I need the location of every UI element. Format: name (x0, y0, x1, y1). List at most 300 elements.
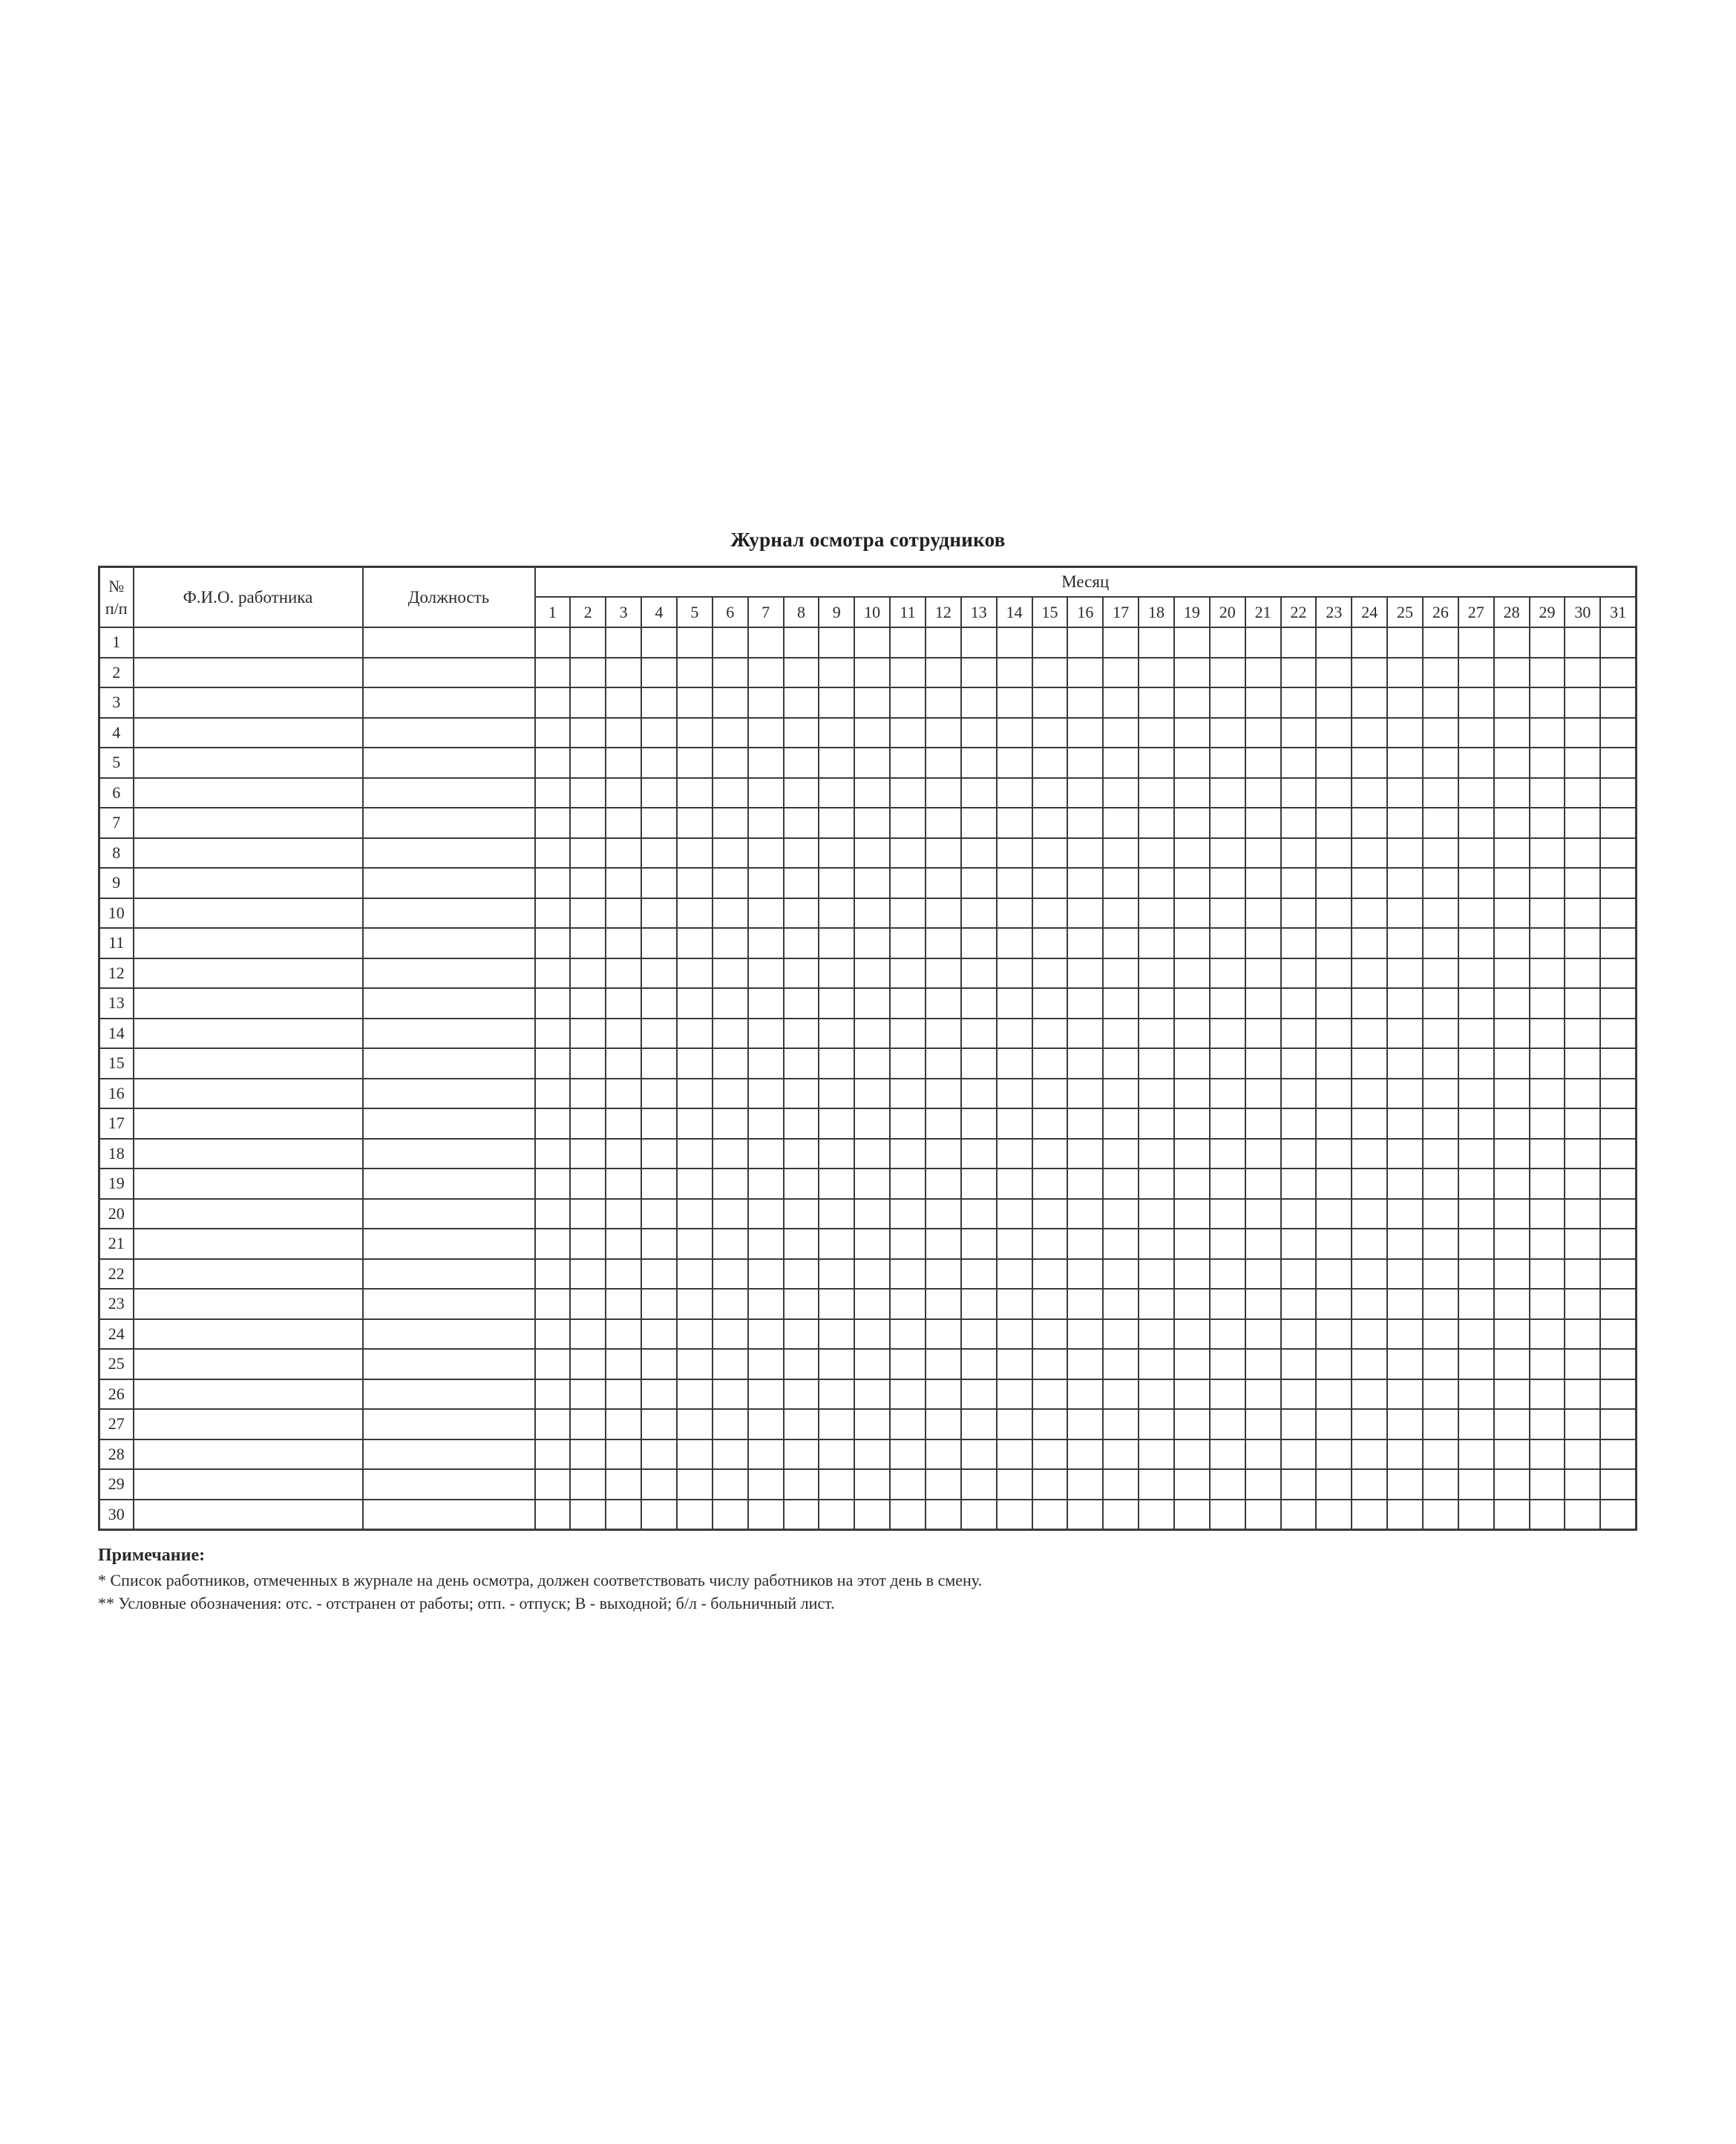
day-mark-cell[interactable] (1530, 898, 1565, 929)
day-mark-cell[interactable] (784, 1139, 819, 1169)
day-mark-cell[interactable] (570, 1349, 606, 1379)
day-mark-cell[interactable] (606, 658, 641, 688)
position-cell[interactable] (363, 718, 535, 748)
day-mark-cell[interactable] (606, 898, 641, 929)
day-mark-cell[interactable] (1423, 838, 1458, 869)
day-mark-cell[interactable] (1530, 748, 1565, 778)
day-mark-cell[interactable] (1458, 1079, 1494, 1109)
day-mark-cell[interactable] (784, 718, 819, 748)
day-mark-cell[interactable] (748, 748, 784, 778)
day-mark-cell[interactable] (1103, 808, 1139, 838)
day-mark-cell[interactable] (854, 627, 890, 658)
day-mark-cell[interactable] (1530, 1289, 1565, 1319)
day-mark-cell[interactable] (1565, 658, 1600, 688)
day-mark-cell[interactable] (819, 748, 854, 778)
day-mark-cell[interactable] (606, 1048, 641, 1079)
day-mark-cell[interactable] (1067, 1079, 1103, 1109)
day-mark-cell[interactable] (748, 658, 784, 688)
day-mark-cell[interactable] (1281, 778, 1317, 808)
day-mark-cell[interactable] (713, 1349, 748, 1379)
day-mark-cell[interactable] (819, 1139, 854, 1169)
employee-name-cell[interactable] (134, 1439, 363, 1470)
day-mark-cell[interactable] (1600, 958, 1636, 989)
day-mark-cell[interactable] (854, 1169, 890, 1199)
day-mark-cell[interactable] (1245, 748, 1281, 778)
position-cell[interactable] (363, 658, 535, 688)
day-mark-cell[interactable] (1210, 1199, 1245, 1229)
day-mark-cell[interactable] (570, 748, 606, 778)
day-mark-cell[interactable] (1423, 1439, 1458, 1470)
day-mark-cell[interactable] (1530, 1139, 1565, 1169)
day-mark-cell[interactable] (784, 868, 819, 898)
day-mark-cell[interactable] (1494, 958, 1530, 989)
day-mark-cell[interactable] (713, 1169, 748, 1199)
day-mark-cell[interactable] (713, 778, 748, 808)
employee-name-cell[interactable] (134, 687, 363, 718)
day-mark-cell[interactable] (890, 627, 926, 658)
day-mark-cell[interactable] (1600, 838, 1636, 869)
day-mark-cell[interactable] (1245, 1048, 1281, 1079)
day-mark-cell[interactable] (1103, 778, 1139, 808)
day-mark-cell[interactable] (1103, 1469, 1139, 1500)
day-mark-cell[interactable] (1103, 748, 1139, 778)
day-mark-cell[interactable] (1316, 1169, 1352, 1199)
day-mark-cell[interactable] (1458, 1500, 1494, 1530)
day-mark-cell[interactable] (641, 627, 677, 658)
day-mark-cell[interactable] (1565, 1379, 1600, 1410)
day-mark-cell[interactable] (854, 718, 890, 748)
day-mark-cell[interactable] (677, 1469, 713, 1500)
day-mark-cell[interactable] (1281, 1079, 1317, 1109)
day-mark-cell[interactable] (1210, 748, 1245, 778)
day-mark-cell[interactable] (1600, 988, 1636, 1019)
day-mark-cell[interactable] (1103, 658, 1139, 688)
day-mark-cell[interactable] (1067, 687, 1103, 718)
day-mark-cell[interactable] (784, 1349, 819, 1379)
day-mark-cell[interactable] (890, 658, 926, 688)
day-mark-cell[interactable] (1423, 958, 1458, 989)
day-mark-cell[interactable] (1103, 1409, 1139, 1439)
day-mark-cell[interactable] (1352, 627, 1387, 658)
day-mark-cell[interactable] (1565, 1259, 1600, 1290)
day-mark-cell[interactable] (784, 1439, 819, 1470)
day-mark-cell[interactable] (570, 718, 606, 748)
day-mark-cell[interactable] (535, 1079, 571, 1109)
day-mark-cell[interactable] (713, 687, 748, 718)
day-mark-cell[interactable] (1174, 1500, 1210, 1530)
day-mark-cell[interactable] (890, 1048, 926, 1079)
employee-name-cell[interactable] (134, 958, 363, 989)
day-mark-cell[interactable] (1174, 1169, 1210, 1199)
day-mark-cell[interactable] (641, 1259, 677, 1290)
day-mark-cell[interactable] (1494, 1500, 1530, 1530)
day-mark-cell[interactable] (784, 898, 819, 929)
day-mark-cell[interactable] (854, 1349, 890, 1379)
day-mark-cell[interactable] (1530, 1048, 1565, 1079)
day-mark-cell[interactable] (1174, 1319, 1210, 1350)
day-mark-cell[interactable] (641, 1439, 677, 1470)
day-mark-cell[interactable] (961, 1500, 997, 1530)
day-mark-cell[interactable] (1565, 687, 1600, 718)
day-mark-cell[interactable] (1245, 627, 1281, 658)
day-mark-cell[interactable] (1139, 627, 1174, 658)
day-mark-cell[interactable] (606, 928, 641, 958)
employee-name-cell[interactable] (134, 1019, 363, 1049)
day-mark-cell[interactable] (713, 1469, 748, 1500)
day-mark-cell[interactable] (1281, 1289, 1317, 1319)
day-mark-cell[interactable] (1032, 1259, 1068, 1290)
day-mark-cell[interactable] (641, 1079, 677, 1109)
day-mark-cell[interactable] (1565, 1289, 1600, 1319)
day-mark-cell[interactable] (1032, 1048, 1068, 1079)
day-mark-cell[interactable] (535, 1169, 571, 1199)
day-mark-cell[interactable] (1067, 1500, 1103, 1530)
day-mark-cell[interactable] (1174, 1139, 1210, 1169)
day-mark-cell[interactable] (677, 658, 713, 688)
day-mark-cell[interactable] (784, 1048, 819, 1079)
day-mark-cell[interactable] (1352, 1108, 1387, 1139)
day-mark-cell[interactable] (1494, 838, 1530, 869)
day-mark-cell[interactable] (1174, 808, 1210, 838)
day-mark-cell[interactable] (677, 1289, 713, 1319)
day-mark-cell[interactable] (1352, 1259, 1387, 1290)
day-mark-cell[interactable] (1174, 1349, 1210, 1379)
day-mark-cell[interactable] (1352, 1229, 1387, 1259)
day-mark-cell[interactable] (1352, 1169, 1387, 1199)
employee-name-cell[interactable] (134, 928, 363, 958)
day-mark-cell[interactable] (961, 1289, 997, 1319)
day-mark-cell[interactable] (1423, 898, 1458, 929)
day-mark-cell[interactable] (713, 1139, 748, 1169)
day-mark-cell[interactable] (997, 958, 1032, 989)
day-mark-cell[interactable] (641, 1319, 677, 1350)
day-mark-cell[interactable] (1281, 958, 1317, 989)
day-mark-cell[interactable] (1600, 1048, 1636, 1079)
day-mark-cell[interactable] (1210, 1319, 1245, 1350)
day-mark-cell[interactable] (1103, 1319, 1139, 1350)
day-mark-cell[interactable] (890, 988, 926, 1019)
day-mark-cell[interactable] (748, 1349, 784, 1379)
day-mark-cell[interactable] (1494, 778, 1530, 808)
day-mark-cell[interactable] (1067, 898, 1103, 929)
day-mark-cell[interactable] (677, 718, 713, 748)
day-mark-cell[interactable] (1174, 1289, 1210, 1319)
day-mark-cell[interactable] (1281, 627, 1317, 658)
day-mark-cell[interactable] (1103, 1439, 1139, 1470)
day-mark-cell[interactable] (1565, 1169, 1600, 1199)
employee-name-cell[interactable] (134, 748, 363, 778)
day-mark-cell[interactable] (1494, 898, 1530, 929)
day-mark-cell[interactable] (1352, 898, 1387, 929)
day-mark-cell[interactable] (854, 1108, 890, 1139)
day-mark-cell[interactable] (997, 1439, 1032, 1470)
day-mark-cell[interactable] (961, 1108, 997, 1139)
day-mark-cell[interactable] (606, 1500, 641, 1530)
day-mark-cell[interactable] (1103, 1349, 1139, 1379)
day-mark-cell[interactable] (819, 868, 854, 898)
day-mark-cell[interactable] (606, 1108, 641, 1139)
day-mark-cell[interactable] (641, 1289, 677, 1319)
day-mark-cell[interactable] (819, 658, 854, 688)
day-mark-cell[interactable] (1139, 1379, 1174, 1410)
day-mark-cell[interactable] (1600, 1199, 1636, 1229)
day-mark-cell[interactable] (1210, 627, 1245, 658)
day-mark-cell[interactable] (713, 1319, 748, 1350)
day-mark-cell[interactable] (535, 658, 571, 688)
day-mark-cell[interactable] (1565, 868, 1600, 898)
day-mark-cell[interactable] (1210, 1229, 1245, 1259)
day-mark-cell[interactable] (748, 1048, 784, 1079)
day-mark-cell[interactable] (997, 1019, 1032, 1049)
day-mark-cell[interactable] (854, 658, 890, 688)
day-mark-cell[interactable] (1458, 1048, 1494, 1079)
day-mark-cell[interactable] (748, 1079, 784, 1109)
day-mark-cell[interactable] (1494, 868, 1530, 898)
day-mark-cell[interactable] (606, 1079, 641, 1109)
day-mark-cell[interactable] (1316, 988, 1352, 1019)
day-mark-cell[interactable] (819, 1500, 854, 1530)
day-mark-cell[interactable] (1530, 627, 1565, 658)
day-mark-cell[interactable] (535, 1199, 571, 1229)
day-mark-cell[interactable] (961, 1259, 997, 1290)
day-mark-cell[interactable] (641, 928, 677, 958)
day-mark-cell[interactable] (535, 1289, 571, 1319)
day-mark-cell[interactable] (961, 658, 997, 688)
position-cell[interactable] (363, 627, 535, 658)
day-mark-cell[interactable] (961, 1409, 997, 1439)
day-mark-cell[interactable] (1174, 928, 1210, 958)
day-mark-cell[interactable] (606, 1019, 641, 1049)
day-mark-cell[interactable] (1103, 1229, 1139, 1259)
day-mark-cell[interactable] (1067, 1439, 1103, 1470)
day-mark-cell[interactable] (1103, 718, 1139, 748)
day-mark-cell[interactable] (1423, 868, 1458, 898)
day-mark-cell[interactable] (1032, 868, 1068, 898)
day-mark-cell[interactable] (1103, 868, 1139, 898)
day-mark-cell[interactable] (677, 748, 713, 778)
day-mark-cell[interactable] (1245, 1079, 1281, 1109)
day-mark-cell[interactable] (1139, 958, 1174, 989)
day-mark-cell[interactable] (1387, 1469, 1423, 1500)
day-mark-cell[interactable] (570, 627, 606, 658)
day-mark-cell[interactable] (677, 1139, 713, 1169)
day-mark-cell[interactable] (1600, 1019, 1636, 1049)
day-mark-cell[interactable] (1530, 1169, 1565, 1199)
day-mark-cell[interactable] (1530, 1259, 1565, 1290)
day-mark-cell[interactable] (784, 778, 819, 808)
day-mark-cell[interactable] (1565, 627, 1600, 658)
day-mark-cell[interactable] (1387, 988, 1423, 1019)
day-mark-cell[interactable] (1494, 1379, 1530, 1410)
day-mark-cell[interactable] (1387, 1079, 1423, 1109)
day-mark-cell[interactable] (819, 988, 854, 1019)
day-mark-cell[interactable] (1565, 1079, 1600, 1109)
day-mark-cell[interactable] (748, 1199, 784, 1229)
day-mark-cell[interactable] (784, 1379, 819, 1410)
day-mark-cell[interactable] (926, 778, 961, 808)
day-mark-cell[interactable] (1139, 928, 1174, 958)
day-mark-cell[interactable] (641, 1500, 677, 1530)
day-mark-cell[interactable] (784, 1500, 819, 1530)
day-mark-cell[interactable] (1174, 1409, 1210, 1439)
day-mark-cell[interactable] (1281, 1379, 1317, 1410)
employee-name-cell[interactable] (134, 1169, 363, 1199)
day-mark-cell[interactable] (677, 627, 713, 658)
day-mark-cell[interactable] (1530, 868, 1565, 898)
day-mark-cell[interactable] (1103, 838, 1139, 869)
day-mark-cell[interactable] (1423, 748, 1458, 778)
day-mark-cell[interactable] (1281, 1469, 1317, 1500)
day-mark-cell[interactable] (997, 778, 1032, 808)
day-mark-cell[interactable] (1387, 1409, 1423, 1439)
day-mark-cell[interactable] (677, 898, 713, 929)
day-mark-cell[interactable] (1032, 808, 1068, 838)
day-mark-cell[interactable] (1316, 1469, 1352, 1500)
day-mark-cell[interactable] (1423, 1319, 1458, 1350)
day-mark-cell[interactable] (748, 838, 784, 869)
day-mark-cell[interactable] (1067, 988, 1103, 1019)
day-mark-cell[interactable] (713, 958, 748, 989)
day-mark-cell[interactable] (1032, 1439, 1068, 1470)
day-mark-cell[interactable] (1530, 838, 1565, 869)
day-mark-cell[interactable] (713, 838, 748, 869)
day-mark-cell[interactable] (1387, 748, 1423, 778)
day-mark-cell[interactable] (1494, 1048, 1530, 1079)
day-mark-cell[interactable] (713, 808, 748, 838)
day-mark-cell[interactable] (819, 1048, 854, 1079)
day-mark-cell[interactable] (1316, 868, 1352, 898)
day-mark-cell[interactable] (961, 988, 997, 1019)
day-mark-cell[interactable] (890, 1469, 926, 1500)
day-mark-cell[interactable] (819, 687, 854, 718)
day-mark-cell[interactable] (570, 1048, 606, 1079)
day-mark-cell[interactable] (1423, 988, 1458, 1019)
day-mark-cell[interactable] (819, 1319, 854, 1350)
employee-name-cell[interactable] (134, 1469, 363, 1500)
day-mark-cell[interactable] (713, 898, 748, 929)
day-mark-cell[interactable] (1245, 1319, 1281, 1350)
day-mark-cell[interactable] (1530, 687, 1565, 718)
day-mark-cell[interactable] (570, 1469, 606, 1500)
day-mark-cell[interactable] (1032, 898, 1068, 929)
day-mark-cell[interactable] (1245, 718, 1281, 748)
day-mark-cell[interactable] (890, 778, 926, 808)
day-mark-cell[interactable] (748, 1169, 784, 1199)
position-cell[interactable] (363, 1199, 535, 1229)
day-mark-cell[interactable] (1067, 808, 1103, 838)
day-mark-cell[interactable] (1352, 1019, 1387, 1049)
day-mark-cell[interactable] (997, 1229, 1032, 1259)
day-mark-cell[interactable] (1316, 1048, 1352, 1079)
day-mark-cell[interactable] (1600, 1289, 1636, 1319)
position-cell[interactable] (363, 1048, 535, 1079)
day-mark-cell[interactable] (1352, 778, 1387, 808)
day-mark-cell[interactable] (570, 1409, 606, 1439)
day-mark-cell[interactable] (1032, 1289, 1068, 1319)
day-mark-cell[interactable] (784, 627, 819, 658)
day-mark-cell[interactable] (748, 627, 784, 658)
day-mark-cell[interactable] (961, 718, 997, 748)
day-mark-cell[interactable] (1032, 988, 1068, 1019)
day-mark-cell[interactable] (997, 868, 1032, 898)
day-mark-cell[interactable] (1423, 687, 1458, 718)
day-mark-cell[interactable] (1494, 1319, 1530, 1350)
day-mark-cell[interactable] (1032, 1409, 1068, 1439)
day-mark-cell[interactable] (535, 1019, 571, 1049)
day-mark-cell[interactable] (1600, 808, 1636, 838)
day-mark-cell[interactable] (819, 928, 854, 958)
day-mark-cell[interactable] (1174, 898, 1210, 929)
day-mark-cell[interactable] (1032, 1469, 1068, 1500)
day-mark-cell[interactable] (570, 928, 606, 958)
position-cell[interactable] (363, 838, 535, 869)
day-mark-cell[interactable] (1032, 658, 1068, 688)
day-mark-cell[interactable] (1174, 1199, 1210, 1229)
day-mark-cell[interactable] (1387, 778, 1423, 808)
day-mark-cell[interactable] (570, 808, 606, 838)
day-mark-cell[interactable] (926, 988, 961, 1019)
day-mark-cell[interactable] (1032, 1139, 1068, 1169)
day-mark-cell[interactable] (1530, 1469, 1565, 1500)
day-mark-cell[interactable] (890, 1139, 926, 1169)
day-mark-cell[interactable] (1174, 868, 1210, 898)
day-mark-cell[interactable] (1316, 898, 1352, 929)
day-mark-cell[interactable] (1565, 1319, 1600, 1350)
day-mark-cell[interactable] (1032, 958, 1068, 989)
employee-name-cell[interactable] (134, 1108, 363, 1139)
day-mark-cell[interactable] (1387, 1349, 1423, 1379)
day-mark-cell[interactable] (890, 718, 926, 748)
day-mark-cell[interactable] (961, 627, 997, 658)
day-mark-cell[interactable] (1458, 687, 1494, 718)
day-mark-cell[interactable] (819, 1289, 854, 1319)
day-mark-cell[interactable] (1103, 988, 1139, 1019)
day-mark-cell[interactable] (1210, 1409, 1245, 1439)
day-mark-cell[interactable] (1316, 958, 1352, 989)
day-mark-cell[interactable] (641, 1349, 677, 1379)
day-mark-cell[interactable] (570, 1199, 606, 1229)
day-mark-cell[interactable] (926, 1048, 961, 1079)
day-mark-cell[interactable] (1423, 778, 1458, 808)
day-mark-cell[interactable] (1600, 718, 1636, 748)
day-mark-cell[interactable] (1139, 898, 1174, 929)
day-mark-cell[interactable] (1458, 1169, 1494, 1199)
day-mark-cell[interactable] (1387, 1139, 1423, 1169)
day-mark-cell[interactable] (819, 1259, 854, 1290)
day-mark-cell[interactable] (1210, 1019, 1245, 1049)
day-mark-cell[interactable] (1387, 627, 1423, 658)
day-mark-cell[interactable] (1032, 1199, 1068, 1229)
day-mark-cell[interactable] (1210, 808, 1245, 838)
day-mark-cell[interactable] (606, 1349, 641, 1379)
day-mark-cell[interactable] (1600, 1469, 1636, 1500)
day-mark-cell[interactable] (1210, 1259, 1245, 1290)
day-mark-cell[interactable] (1067, 1048, 1103, 1079)
day-mark-cell[interactable] (713, 928, 748, 958)
day-mark-cell[interactable] (926, 1439, 961, 1470)
day-mark-cell[interactable] (890, 898, 926, 929)
day-mark-cell[interactable] (1458, 898, 1494, 929)
position-cell[interactable] (363, 1139, 535, 1169)
day-mark-cell[interactable] (641, 748, 677, 778)
day-mark-cell[interactable] (1067, 748, 1103, 778)
day-mark-cell[interactable] (1103, 1048, 1139, 1079)
day-mark-cell[interactable] (1530, 658, 1565, 688)
day-mark-cell[interactable] (819, 627, 854, 658)
day-mark-cell[interactable] (784, 838, 819, 869)
day-mark-cell[interactable] (890, 1349, 926, 1379)
day-mark-cell[interactable] (926, 1199, 961, 1229)
